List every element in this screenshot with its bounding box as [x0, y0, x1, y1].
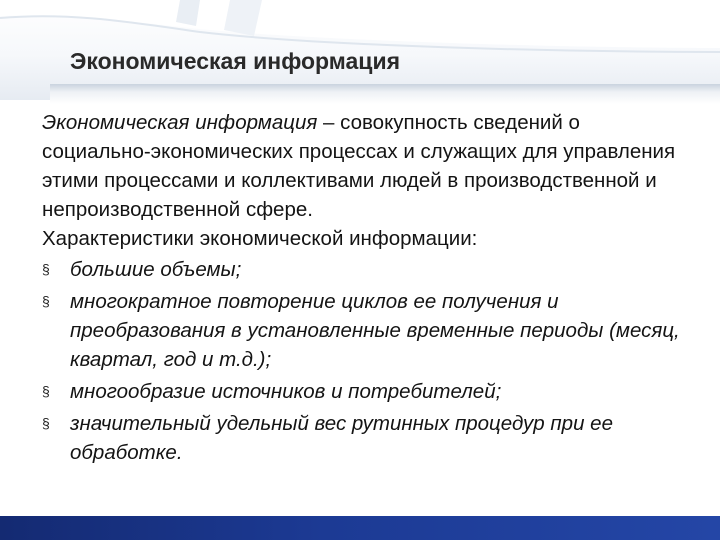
bullet-icon: § — [42, 261, 50, 277]
characteristics-heading: Характеристики экономической информации: — [42, 227, 478, 250]
list-item-text: большие объемы; — [70, 258, 242, 281]
definition-term: Экономическая информация — [42, 111, 318, 134]
list-item-text: многократное повторение циклов ее получения и преобразования в установленные временные периоды (месяц, квартал, год и т.д.); — [70, 290, 680, 371]
list-item — [42, 255, 692, 284]
title-underline — [50, 84, 720, 104]
slide-body — [42, 108, 692, 470]
list-item — [42, 377, 692, 406]
bullet-icon: § — [42, 383, 50, 399]
list-item-text: многообразие источников и потребителей; — [70, 380, 502, 403]
list-item-text: значительный удельный вес рутинных процедур при ее обработке. — [70, 412, 613, 464]
bullet-icon: § — [42, 293, 50, 309]
slide-title: Экономическая информация — [70, 48, 401, 74]
list-item — [42, 287, 692, 374]
list-item — [42, 409, 692, 467]
footer-bar — [0, 516, 720, 540]
characteristics-list — [42, 255, 692, 467]
definition-paragraph — [42, 108, 692, 224]
bullet-icon: § — [42, 415, 50, 431]
definition-text: – совокупность сведений о социально-экономических процессах и служащих для управления этими процессами и коллективами людей в производственной и непроизводственной сфере. — [42, 111, 676, 221]
